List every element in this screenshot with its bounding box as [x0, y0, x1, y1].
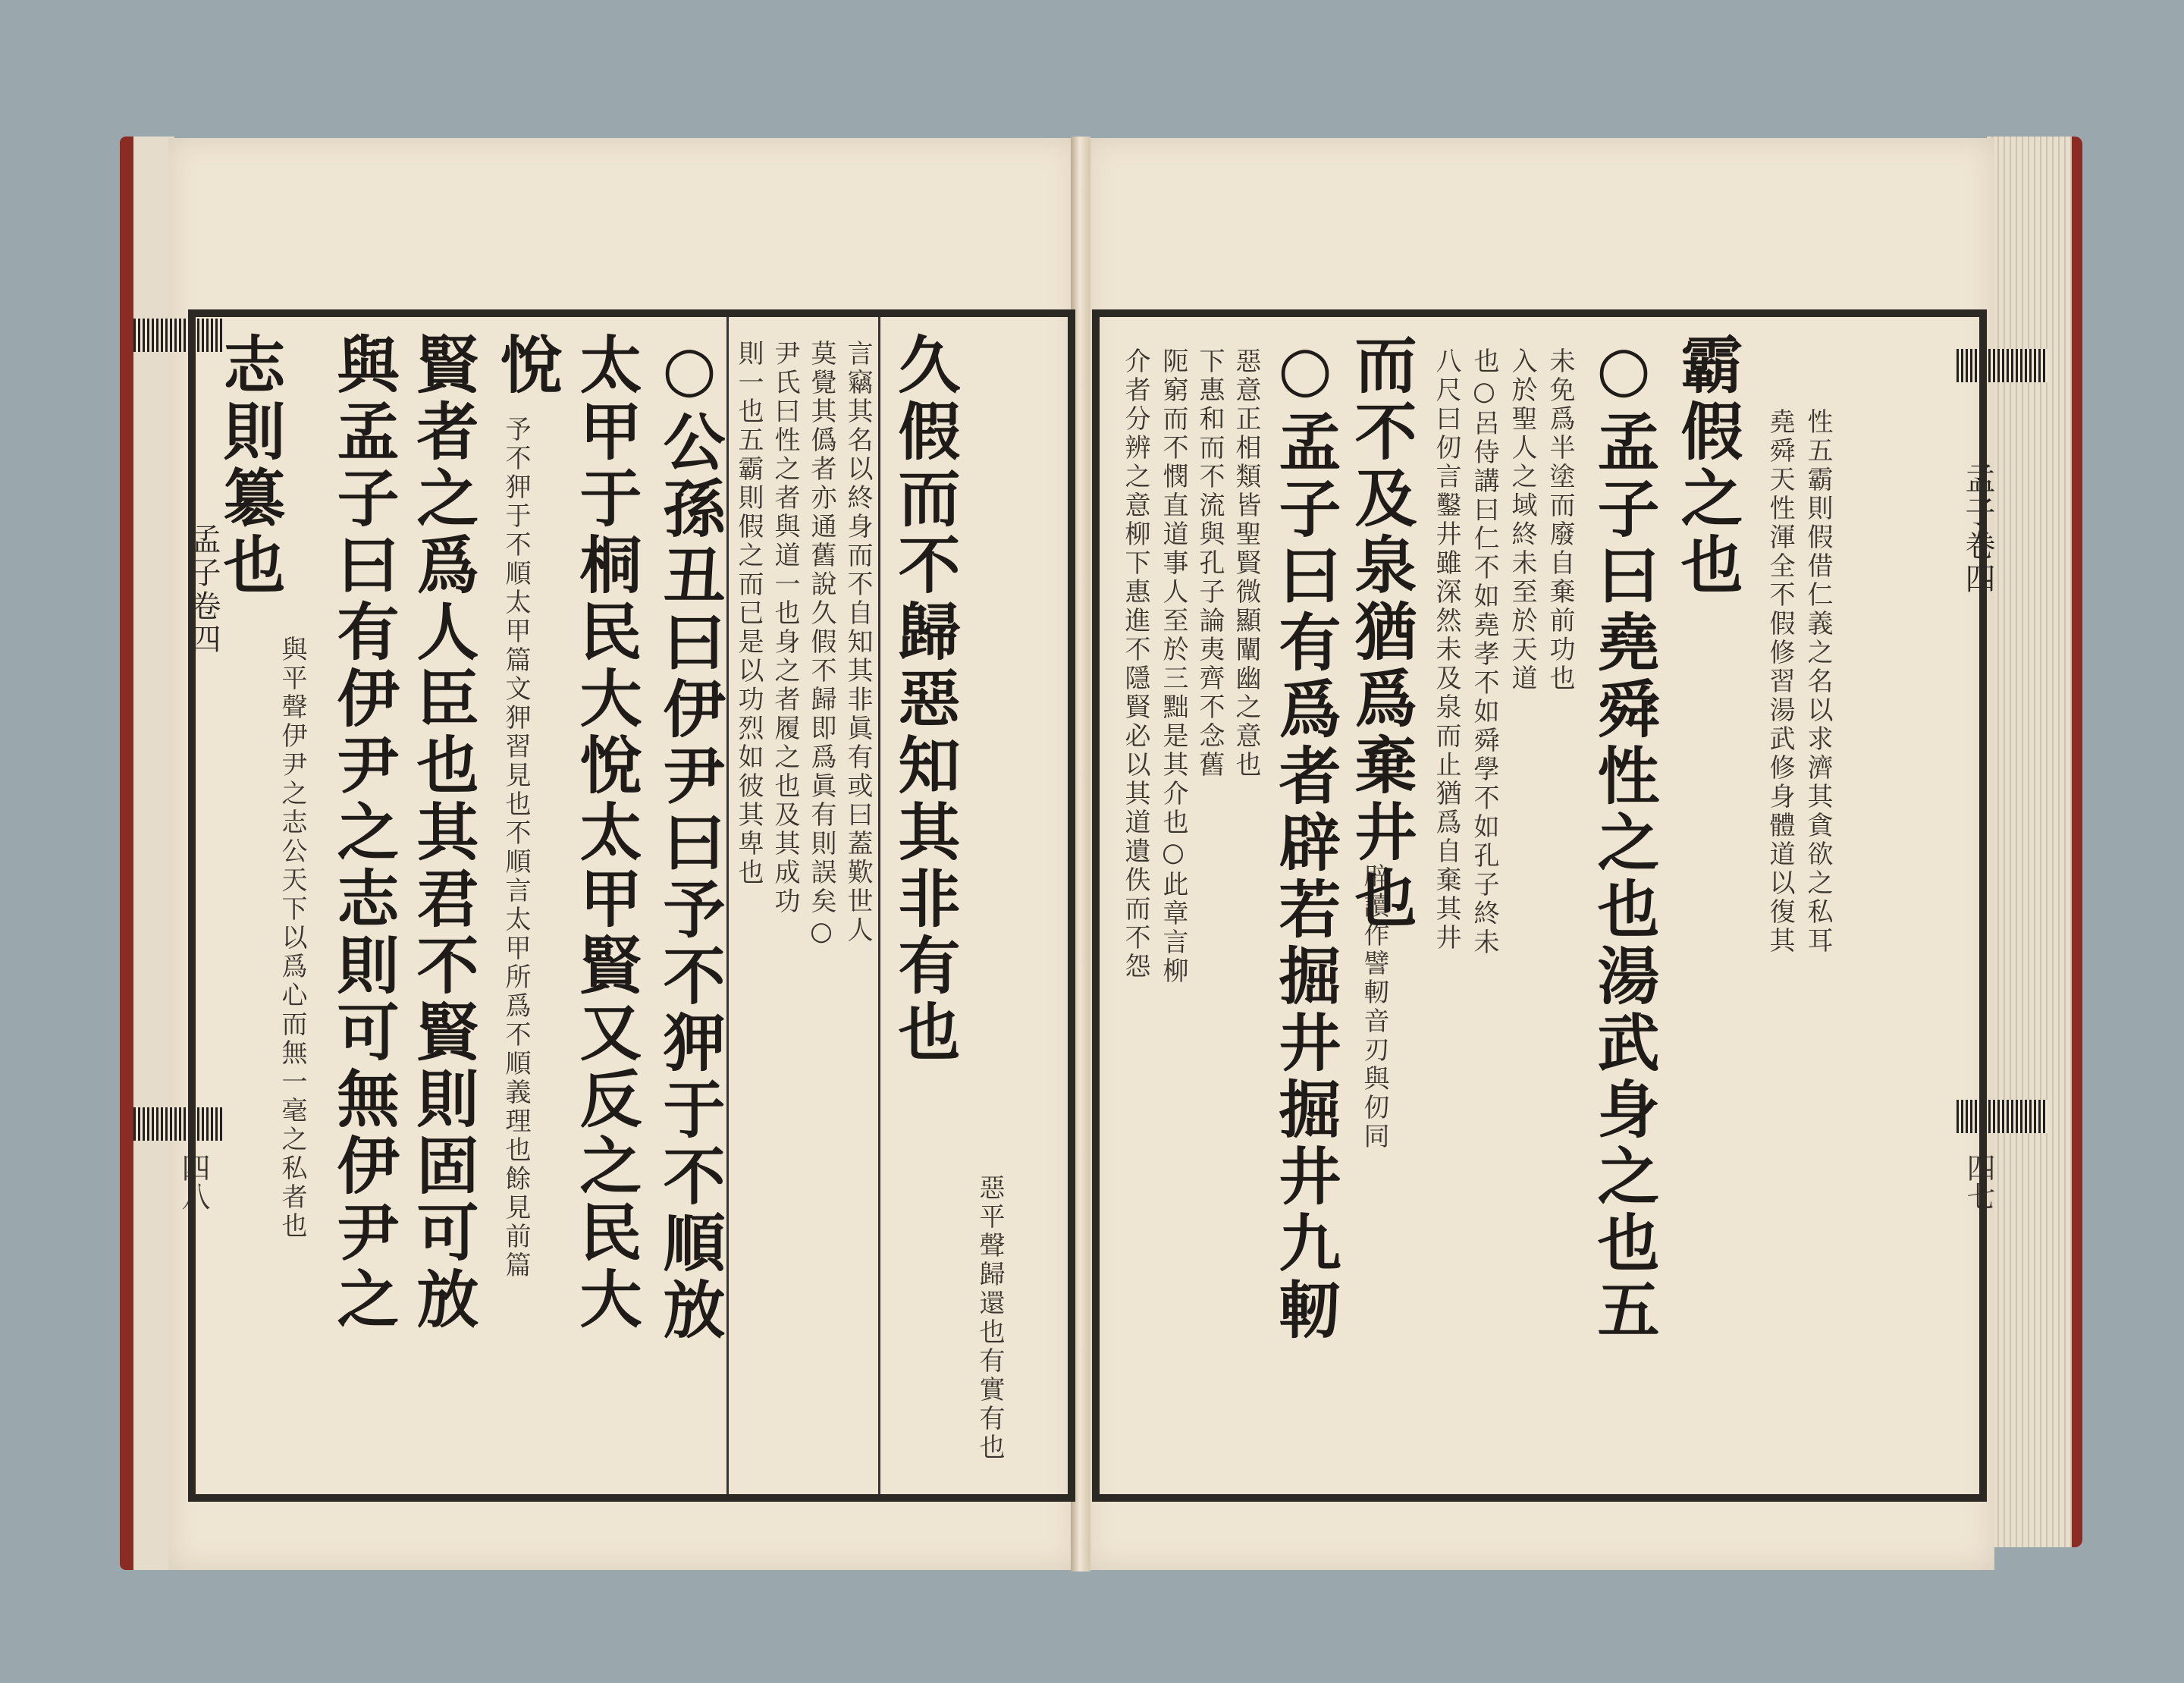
text-column: ○孟子曰堯舜性之也湯武身之也五: [1587, 332, 1660, 1344]
right-fold-title: 孟子卷四: [1960, 463, 1995, 596]
text-column: ○公孫丑曰伊尹曰予不狎于不順放: [653, 332, 726, 1344]
annotation-column: 予不狎于不順太甲篇文狎習見也不順言太甲所爲不順義理也餘見前篇: [500, 416, 531, 1280]
text-column: 久假而不歸惡知其非有也: [888, 332, 961, 1066]
column-rule: [878, 317, 880, 1494]
text-column: 悅: [490, 332, 563, 399]
annotation-column: 莫覺其僞者亦通舊說久假不歸即爲眞有則誤矣○: [806, 340, 836, 950]
book-edge-right: [1987, 137, 2082, 1547]
annotation-column: 介者分辨之意柳下惠進不隱賢必以其道遺佚而不怨: [1120, 347, 1150, 981]
left-text-frame: [188, 309, 1075, 1502]
text-column: 賢者之爲人臣也其君不賢則固可放: [406, 332, 479, 1333]
left-fold-page-number: 四八: [177, 1153, 210, 1210]
annotation-column: 下惠和而不流與孔子論夷齊不念舊: [1194, 347, 1225, 780]
annotation-column: 則一也五霸則假之而已是以功烈如彼其卑也: [733, 340, 764, 887]
annotation-column: 尹氏曰性之者與道一也身之者履之也及其成功: [770, 340, 800, 916]
text-column: 志則簒也: [213, 332, 286, 599]
annotation-column: 阨窮而不憫直道事人至於三黜是其介也○此章言柳: [1158, 347, 1188, 986]
annotation-column: 惡意正相類皆聖賢微顯闡幽之意也: [1231, 347, 1261, 780]
text-column: 霸假之也: [1671, 332, 1743, 599]
annotation-column: 也○呂侍講曰仁不如堯孝不如舜學不如孔子終未: [1469, 347, 1499, 957]
annotation-column: 辟讀作譬軔音刃與仞同: [1359, 863, 1389, 1151]
text-column: 與孟子曰有伊尹之志則可無伊尹之: [327, 332, 400, 1333]
text-column: 太甲于桐民大悅太甲賢又反之民大: [570, 332, 642, 1333]
left-fold-title: 孟子卷四: [186, 523, 221, 657]
annotation-column: 言竊其名以終身而不自知其非眞有或曰蓋歎世人: [843, 340, 873, 945]
text-column: 而不及泉猶爲棄井也: [1345, 332, 1417, 933]
column-rule: [726, 317, 729, 1494]
right-fold-page-number: 四七: [1962, 1153, 1995, 1210]
annotation-column: 惡平聲歸還也有實有也: [974, 1174, 1005, 1462]
annotation-column: 堯舜天性渾全不假修習湯武修身體道以復其: [1765, 408, 1795, 956]
annotation-column: 八尺曰仞言鑿井雖深然未及泉而止猶爲自棄其井: [1431, 347, 1461, 953]
annotation-column: 性五霸則假借仁義之名以求濟其貪欲之私耳: [1803, 408, 1833, 956]
text-column: ○孟子曰有爲者辟若掘井掘井九軔: [1269, 332, 1341, 1344]
annotation-column: 入於聖人之域終未至於天道: [1507, 347, 1537, 693]
annotation-column: 與平聲伊尹之志公天下以爲心而無一毫之私者也: [277, 636, 307, 1241]
right-text-frame: [1092, 309, 1987, 1502]
annotation-column: 未免爲半塗而廢自棄前功也: [1545, 347, 1575, 693]
